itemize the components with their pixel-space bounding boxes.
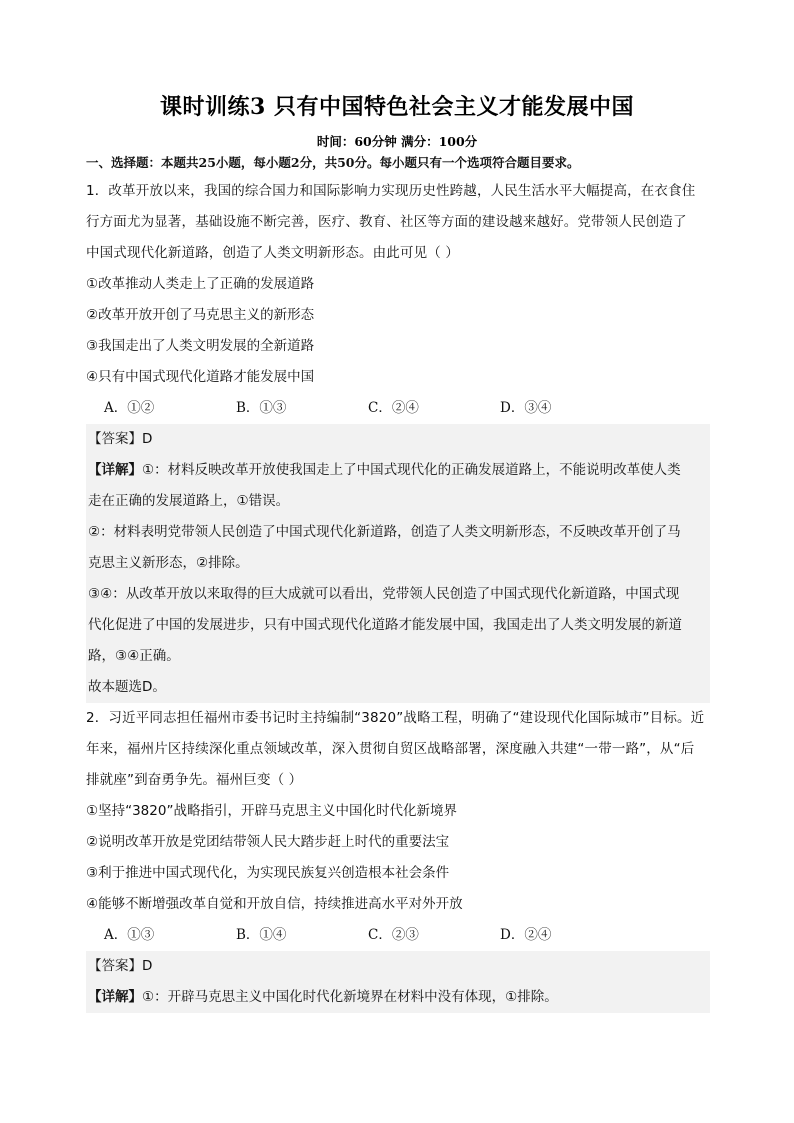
detail-label: 【详解】 <box>88 989 142 1005</box>
detail-line: 克思主义新形态，②排除。 <box>88 555 249 571</box>
option-b: B．①③ <box>236 400 287 416</box>
answer-options <box>86 393 710 424</box>
answer-line: 【答案】D <box>88 431 153 447</box>
detail-line: 故本题选D。 <box>88 679 166 695</box>
option-a: A．①② <box>104 400 155 416</box>
statement-4: ④能够不断增强改革自觉和开放自信，持续推进高水平对外开放 <box>86 896 463 912</box>
detail-text: ①：材料反映改革开放使我国走上了中国式现代化的正确发展道路上，不能说明改革使人类 <box>142 462 681 478</box>
question-stem-line: 年来，福州片区持续深化重点领域改革，深入贯彻自贸区战略部署，深度融入共建“一带一路”，从“后 <box>86 741 695 757</box>
question-stem-line: 行方面尤为显著，基础设施不断完善，医疗、教育、社区等方面的建设越来越好。党带领人民创造了 <box>86 214 687 230</box>
detail-line <box>86 455 710 486</box>
statement-2: ②改革开放开创了马克思主义的新形态 <box>86 307 315 323</box>
question-stem-line: 2．习近平同志担任福州市委书记时主持编制“3820”战略工程，明确了“建设现代化国际城市”目标。近 <box>86 710 705 726</box>
answer-explanation-block <box>86 951 710 1013</box>
question-stem-line: 1．改革开放以来，我国的综合国力和国际影响力实现历史性跨越，人民生活水平大幅提高，在衣食住 <box>86 183 696 199</box>
detail-label: 【详解】 <box>88 462 142 478</box>
answer-explanation-block <box>86 424 710 703</box>
answer-options <box>86 920 710 951</box>
statement-1: ①坚持“3820”战略指引，开辟马克思主义中国化时代化新境界 <box>86 803 457 819</box>
question-1 <box>86 176 710 703</box>
statement-3: ③利于推进中国式现代化，为实现民族复兴创造根本社会条件 <box>86 865 450 881</box>
question-2 <box>86 703 710 1013</box>
statement-4: ④只有中国式现代化道路才能发展中国 <box>86 369 315 385</box>
option-c: C．②④ <box>368 400 419 416</box>
statement-3: ③我国走出了人类文明发展的全新道路 <box>86 338 315 354</box>
detail-text: ①：开辟马克思主义中国化时代化新境界在材料中没有体现，①排除。 <box>142 989 558 1005</box>
time-and-score: 时间：60分钟 满分：100分 <box>316 134 478 149</box>
section-heading: 一、选择题：本题共25小题，每小题2分，共50分。每小题只有一个选项符合题目要求。 <box>86 155 580 170</box>
question-content <box>86 176 710 1013</box>
option-d: D．②④ <box>500 927 552 943</box>
statement-2: ②说明改革开放是党团结带领人民大踏步赶上时代的重要法宝 <box>86 834 450 850</box>
detail-line: 走在正确的发展道路上，①错误。 <box>88 493 290 509</box>
option-b: B．①④ <box>236 927 287 943</box>
option-d: D．③④ <box>500 400 552 416</box>
option-a: A．①③ <box>104 927 155 943</box>
question-stem-line: 中国式现代化新道路，创造了人类文明新形态。由此可见（ ） <box>86 245 459 261</box>
statement-1: ①改革推动人类走上了正确的发展道路 <box>86 276 315 292</box>
question-stem-line: 排就座”到奋勇争先。福州巨变（ ） <box>86 772 303 788</box>
detail-line: ②：材料表明党带领人民创造了中国式现代化新道路，创造了人类文明新形态，不反映改革开创了马 <box>88 524 681 540</box>
option-c: C．②③ <box>368 927 419 943</box>
answer-line: 【答案】D <box>88 958 153 974</box>
detail-line: ③④：从改革开放以来取得的巨大成就可以看出，党带领人民创造了中国式现代化新道路，中国式现 <box>88 586 680 602</box>
detail-line: 代化促进了中国的发展进步，只有中国式现代化道路才能发展中国，我国走出了人类文明发展的新道 <box>88 617 682 633</box>
detail-line: 路，③④正确。 <box>88 648 180 664</box>
detail-line <box>86 982 710 1013</box>
page-title: 课时训练3 只有中国特色社会主义才能发展中国 <box>160 94 634 120</box>
